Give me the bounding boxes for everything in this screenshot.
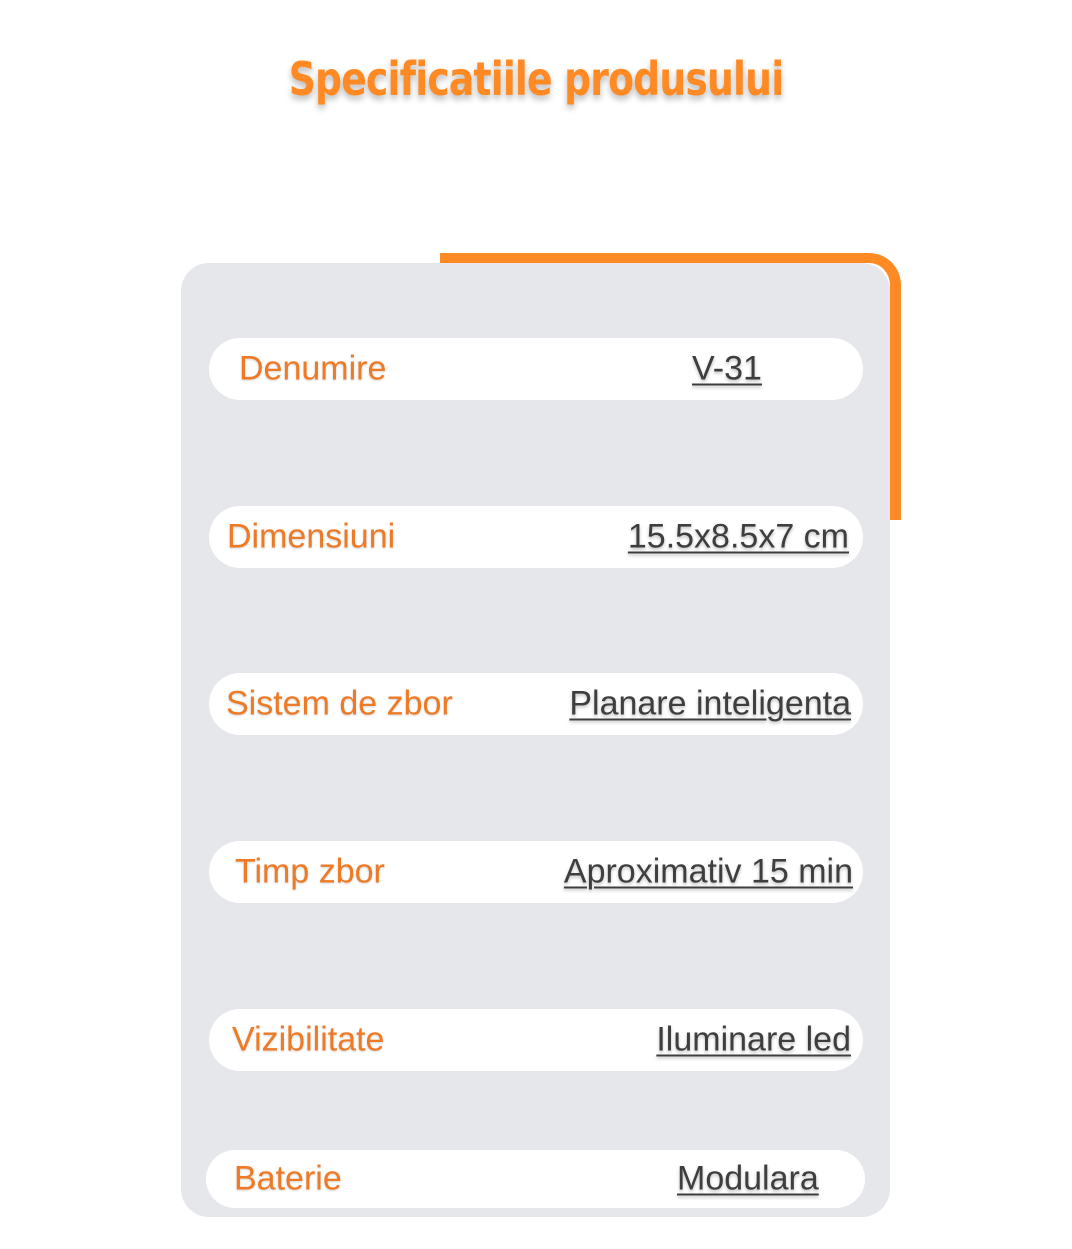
page-title: Specificatiile produsului [288,52,784,106]
spec-value-link[interactable]: Iluminare led [656,1020,851,1059]
spec-row-vizibilitate [209,1009,863,1071]
spec-label: Denumire [239,349,387,388]
spec-row-baterie [206,1150,865,1208]
spec-value-link[interactable]: 15.5x8.5x7 cm [627,517,849,556]
spec-label: Sistem de zbor [226,684,453,723]
spec-label: Dimensiuni [227,517,396,556]
spec-label: Vizibilitate [232,1020,385,1059]
spec-value-link[interactable]: Aproximativ 15 min [563,852,853,891]
spec-row-dimensiuni [209,506,863,568]
spec-label: Baterie [234,1159,342,1198]
spec-value-link[interactable]: V-31 [692,349,762,388]
spec-value-link[interactable]: Modulara [677,1159,819,1198]
spec-value-link[interactable]: Planare inteligenta [569,684,851,723]
spec-row-sistem-de-zbor [209,673,863,735]
spec-label: Timp zbor [235,852,385,891]
spec-panel [181,263,890,1217]
spec-row-timp-zbor [209,841,863,903]
spec-row-denumire [209,338,863,400]
